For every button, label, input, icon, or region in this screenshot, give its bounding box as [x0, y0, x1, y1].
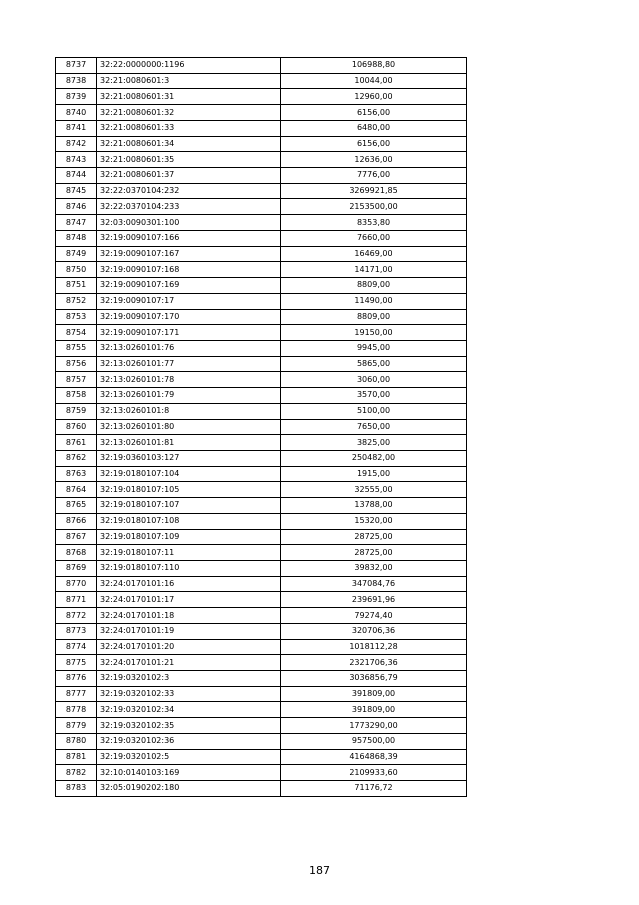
row-number-cell: 8769 [56, 561, 97, 577]
value-cell: 19150,00 [281, 325, 467, 341]
cadastral-number-cell: 32:13:0260101:79 [97, 388, 281, 404]
value-cell: 28725,00 [281, 545, 467, 561]
row-number-cell: 8777 [56, 686, 97, 702]
table-row [56, 403, 467, 419]
table-row [56, 262, 467, 278]
row-number-cell: 8767 [56, 529, 97, 545]
table-row [56, 466, 467, 482]
cadastral-number-cell: 32:13:0260101:8 [97, 403, 281, 419]
cadastral-number-cell: 32:19:0090107:166 [97, 230, 281, 246]
cadastral-number-cell: 32:22:0370104:233 [97, 199, 281, 215]
cadastral-number-cell: 32:21:0080601:3 [97, 73, 281, 89]
value-cell: 3825,00 [281, 435, 467, 451]
cadastral-number-cell: 32:05:0190202:180 [97, 781, 281, 797]
table-row [56, 199, 467, 215]
row-number-cell: 8740 [56, 105, 97, 121]
table-row [56, 498, 467, 514]
value-cell: 8809,00 [281, 278, 467, 294]
value-cell: 239691,96 [281, 592, 467, 608]
row-number-cell: 8739 [56, 89, 97, 105]
table-row [56, 450, 467, 466]
cadastral-number-cell: 32:24:0170101:20 [97, 639, 281, 655]
cadastral-number-cell: 32:24:0170101:18 [97, 608, 281, 624]
value-cell: 3060,00 [281, 372, 467, 388]
row-number-cell: 8783 [56, 781, 97, 797]
value-cell: 16469,00 [281, 246, 467, 262]
row-number-cell: 8759 [56, 403, 97, 419]
table-row [56, 435, 467, 451]
cadastral-number-cell: 32:21:0080601:35 [97, 152, 281, 168]
cadastral-number-cell: 32:19:0090107:169 [97, 278, 281, 294]
value-cell: 2153500,00 [281, 199, 467, 215]
row-number-cell: 8765 [56, 498, 97, 514]
value-cell: 7776,00 [281, 168, 467, 184]
table-row [56, 278, 467, 294]
row-number-cell: 8745 [56, 183, 97, 199]
row-number-cell: 8766 [56, 513, 97, 529]
cadastral-number-cell: 32:21:0080601:31 [97, 89, 281, 105]
value-cell: 2321706,36 [281, 655, 467, 671]
value-cell: 6156,00 [281, 105, 467, 121]
row-number-cell: 8749 [56, 246, 97, 262]
cadastral-number-cell: 32:13:0260101:78 [97, 372, 281, 388]
row-number-cell: 8762 [56, 450, 97, 466]
value-cell: 10044,00 [281, 73, 467, 89]
cadastral-number-cell: 32:19:0320102:35 [97, 718, 281, 734]
row-number-cell: 8742 [56, 136, 97, 152]
table-row [56, 293, 467, 309]
value-cell: 1773290,00 [281, 718, 467, 734]
row-number-cell: 8743 [56, 152, 97, 168]
row-number-cell: 8760 [56, 419, 97, 435]
row-number-cell: 8747 [56, 215, 97, 231]
cadastral-number-cell: 32:22:0000000:1196 [97, 58, 281, 74]
value-cell: 957500,00 [281, 733, 467, 749]
table-row [56, 529, 467, 545]
row-number-cell: 8770 [56, 576, 97, 592]
table-row [56, 608, 467, 624]
page-number: 187 [309, 864, 330, 877]
row-number-cell: 8779 [56, 718, 97, 734]
cadastral-number-cell: 32:24:0170101:16 [97, 576, 281, 592]
row-number-cell: 8761 [56, 435, 97, 451]
row-number-cell: 8746 [56, 199, 97, 215]
row-number-cell: 8778 [56, 702, 97, 718]
row-number-cell: 8773 [56, 623, 97, 639]
table-row [56, 168, 467, 184]
value-cell: 5100,00 [281, 403, 467, 419]
cadastral-number-cell: 32:13:0260101:77 [97, 356, 281, 372]
row-number-cell: 8763 [56, 466, 97, 482]
row-number-cell: 8737 [56, 58, 97, 74]
cadastral-number-cell: 32:19:0180107:110 [97, 561, 281, 577]
value-cell: 2109933,60 [281, 765, 467, 781]
table-row [56, 718, 467, 734]
table-row [56, 89, 467, 105]
row-number-cell: 8757 [56, 372, 97, 388]
row-number-cell: 8744 [56, 168, 97, 184]
cadastral-number-cell: 32:21:0080601:34 [97, 136, 281, 152]
table-row [56, 340, 467, 356]
cadastral-value-table [55, 57, 467, 797]
table-row [56, 576, 467, 592]
value-cell: 250482,00 [281, 450, 467, 466]
cadastral-number-cell: 32:24:0170101:21 [97, 655, 281, 671]
table-row [56, 73, 467, 89]
row-number-cell: 8754 [56, 325, 97, 341]
value-cell: 12960,00 [281, 89, 467, 105]
value-cell: 15320,00 [281, 513, 467, 529]
row-number-cell: 8772 [56, 608, 97, 624]
table-row [56, 230, 467, 246]
cadastral-number-cell: 32:19:0320102:34 [97, 702, 281, 718]
cadastral-number-cell: 32:19:0320102:33 [97, 686, 281, 702]
row-number-cell: 8774 [56, 639, 97, 655]
value-cell: 71176,72 [281, 781, 467, 797]
table-row [56, 592, 467, 608]
table-row [56, 686, 467, 702]
table-row [56, 136, 467, 152]
cadastral-number-cell: 32:13:0260101:81 [97, 435, 281, 451]
cadastral-number-cell: 32:24:0170101:17 [97, 592, 281, 608]
row-number-cell: 8750 [56, 262, 97, 278]
value-cell: 3269921,85 [281, 183, 467, 199]
row-number-cell: 8776 [56, 671, 97, 687]
table-row [56, 482, 467, 498]
cadastral-number-cell: 32:19:0090107:167 [97, 246, 281, 262]
cadastral-number-cell: 32:13:0260101:76 [97, 340, 281, 356]
table-row [56, 749, 467, 765]
table-body [56, 58, 467, 797]
row-number-cell: 8780 [56, 733, 97, 749]
table-row [56, 545, 467, 561]
row-number-cell: 8756 [56, 356, 97, 372]
row-number-cell: 8753 [56, 309, 97, 325]
value-cell: 1018112,28 [281, 639, 467, 655]
value-cell: 7660,00 [281, 230, 467, 246]
value-cell: 347084,76 [281, 576, 467, 592]
value-cell: 9945,00 [281, 340, 467, 356]
value-cell: 3570,00 [281, 388, 467, 404]
row-number-cell: 8775 [56, 655, 97, 671]
table-row [56, 356, 467, 372]
value-cell: 28725,00 [281, 529, 467, 545]
table-row [56, 639, 467, 655]
table-row [56, 183, 467, 199]
value-cell: 106988,80 [281, 58, 467, 74]
value-cell: 11490,00 [281, 293, 467, 309]
cadastral-number-cell: 32:22:0370104:232 [97, 183, 281, 199]
table-row [56, 765, 467, 781]
cadastral-number-cell: 32:21:0080601:37 [97, 168, 281, 184]
row-number-cell: 8768 [56, 545, 97, 561]
value-cell: 391809,00 [281, 702, 467, 718]
table-row [56, 623, 467, 639]
cadastral-number-cell: 32:19:0180107:104 [97, 466, 281, 482]
value-cell: 7650,00 [281, 419, 467, 435]
table-row [56, 325, 467, 341]
value-cell: 32555,00 [281, 482, 467, 498]
cadastral-number-cell: 32:19:0320102:36 [97, 733, 281, 749]
table-row [56, 388, 467, 404]
row-number-cell: 8738 [56, 73, 97, 89]
value-cell: 13788,00 [281, 498, 467, 514]
row-number-cell: 8741 [56, 120, 97, 136]
cadastral-number-cell: 32:24:0170101:19 [97, 623, 281, 639]
value-cell: 39832,00 [281, 561, 467, 577]
table-row [56, 561, 467, 577]
cadastral-number-cell: 32:19:0180107:11 [97, 545, 281, 561]
cadastral-number-cell: 32:10:0140103:169 [97, 765, 281, 781]
value-cell: 5865,00 [281, 356, 467, 372]
cadastral-number-cell: 32:21:0080601:32 [97, 105, 281, 121]
row-number-cell: 8752 [56, 293, 97, 309]
row-number-cell: 8755 [56, 340, 97, 356]
value-cell: 6156,00 [281, 136, 467, 152]
value-cell: 79274,40 [281, 608, 467, 624]
table-row [56, 120, 467, 136]
cadastral-number-cell: 32:21:0080601:33 [97, 120, 281, 136]
table-row [56, 105, 467, 121]
value-cell: 8809,00 [281, 309, 467, 325]
cadastral-number-cell: 32:19:0320102:3 [97, 671, 281, 687]
value-cell: 8353,80 [281, 215, 467, 231]
table-row [56, 309, 467, 325]
table-row [56, 513, 467, 529]
value-cell: 1915,00 [281, 466, 467, 482]
table-row [56, 246, 467, 262]
table-row [56, 58, 467, 74]
row-number-cell: 8751 [56, 278, 97, 294]
cadastral-number-cell: 32:19:0180107:108 [97, 513, 281, 529]
cadastral-number-cell: 32:19:0180107:107 [97, 498, 281, 514]
value-cell: 6480,00 [281, 120, 467, 136]
row-number-cell: 8782 [56, 765, 97, 781]
table-row [56, 702, 467, 718]
table-row [56, 372, 467, 388]
value-cell: 12636,00 [281, 152, 467, 168]
value-cell: 3036856,79 [281, 671, 467, 687]
row-number-cell: 8771 [56, 592, 97, 608]
row-number-cell: 8758 [56, 388, 97, 404]
row-number-cell: 8748 [56, 230, 97, 246]
table-row [56, 671, 467, 687]
cadastral-number-cell: 32:19:0090107:17 [97, 293, 281, 309]
table-row [56, 733, 467, 749]
cadastral-number-cell: 32:19:0090107:170 [97, 309, 281, 325]
value-cell: 320706,36 [281, 623, 467, 639]
cadastral-number-cell: 32:19:0360103:127 [97, 450, 281, 466]
cadastral-number-cell: 32:19:0090107:171 [97, 325, 281, 341]
cadastral-number-cell: 32:03:0090301:100 [97, 215, 281, 231]
cadastral-number-cell: 32:13:0260101:80 [97, 419, 281, 435]
table-row [56, 152, 467, 168]
table-row [56, 419, 467, 435]
cadastral-number-cell: 32:19:0180107:109 [97, 529, 281, 545]
value-cell: 4164868,39 [281, 749, 467, 765]
table-row [56, 655, 467, 671]
row-number-cell: 8781 [56, 749, 97, 765]
table-row [56, 781, 467, 797]
value-cell: 391809,00 [281, 686, 467, 702]
table-row [56, 215, 467, 231]
cadastral-number-cell: 32:19:0180107:105 [97, 482, 281, 498]
row-number-cell: 8764 [56, 482, 97, 498]
cadastral-number-cell: 32:19:0320102:5 [97, 749, 281, 765]
cadastral-number-cell: 32:19:0090107:168 [97, 262, 281, 278]
value-cell: 14171,00 [281, 262, 467, 278]
